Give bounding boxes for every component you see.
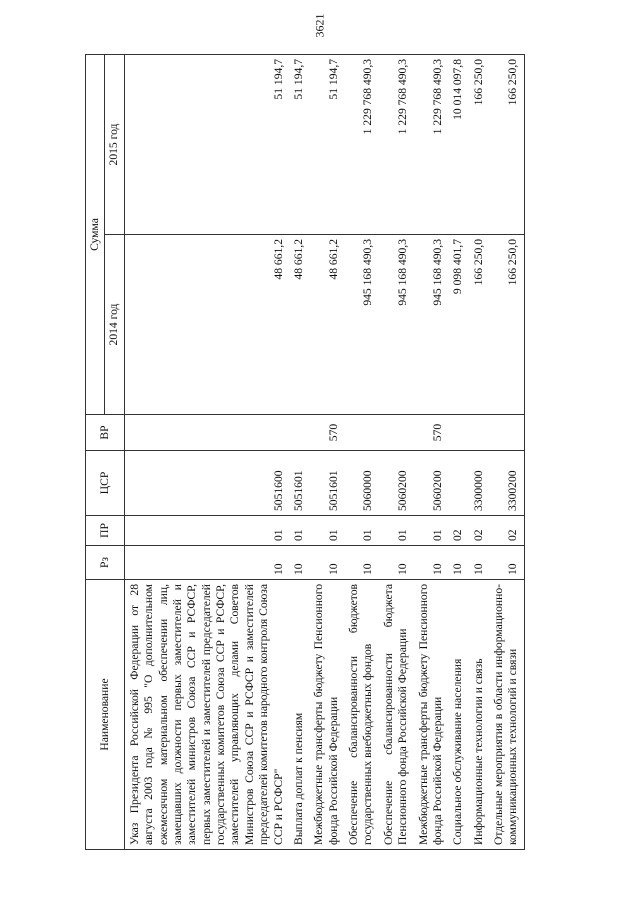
header-sum: Сумма bbox=[86, 54, 105, 414]
row-2015: 51 194,7 bbox=[124, 54, 289, 234]
budget-table bbox=[85, 54, 525, 850]
page-number: 3621 bbox=[312, 13, 327, 38]
row-vr bbox=[379, 415, 414, 451]
row-csr: 5051601 bbox=[289, 451, 309, 516]
row-name: Обеспечение сбалансированности бюджета Пенсионного фонда Российской Федерации bbox=[379, 580, 414, 850]
row-csr: 5051600 bbox=[124, 451, 289, 516]
header-row bbox=[86, 54, 105, 849]
table-row bbox=[289, 54, 309, 849]
row-2014: 9 098 401,7 bbox=[448, 235, 468, 415]
row-pr: 01 bbox=[124, 516, 289, 546]
row-name: Выплата доплат к пенсиям bbox=[289, 580, 309, 850]
row-vr bbox=[344, 415, 379, 451]
row-vr bbox=[469, 415, 489, 451]
table-row bbox=[379, 54, 414, 849]
row-csr: 5060200 bbox=[414, 451, 449, 516]
row-rz: 10 bbox=[414, 546, 449, 580]
header-name: Наименование bbox=[86, 580, 125, 850]
row-csr: 3300200 bbox=[489, 451, 524, 516]
header-rz: Рз bbox=[86, 546, 125, 580]
row-rz: 10 bbox=[124, 546, 289, 580]
row-vr bbox=[289, 415, 309, 451]
row-2015: 1 229 768 490,3 bbox=[344, 54, 379, 234]
row-pr: 01 bbox=[414, 516, 449, 546]
row-name: Социальное обслуживание населения bbox=[448, 580, 468, 850]
row-name: Обеспечение сбалансированности бюджетов государственных внебюджетных фондов bbox=[344, 580, 379, 850]
header-vr: ВР bbox=[86, 415, 125, 451]
row-rz: 10 bbox=[289, 546, 309, 580]
row-2015: 166 250,0 bbox=[489, 54, 524, 234]
table-row bbox=[414, 54, 449, 849]
row-pr: 02 bbox=[448, 516, 468, 546]
row-name: Межбюджетные трансферты бюджету Пенсионного фонда Российской Федерации bbox=[414, 580, 449, 850]
row-csr: 5060000 bbox=[344, 451, 379, 516]
row-rz: 10 bbox=[489, 546, 524, 580]
row-2014: 48 661,2 bbox=[124, 235, 289, 415]
table-row bbox=[469, 54, 489, 849]
table-row bbox=[344, 54, 379, 849]
row-csr: 5060200 bbox=[379, 451, 414, 516]
row-2014: 166 250,0 bbox=[489, 235, 524, 415]
header-2015: 2015 год bbox=[105, 54, 124, 234]
row-pr: 02 bbox=[489, 516, 524, 546]
row-rz: 10 bbox=[469, 546, 489, 580]
row-2014: 945 168 490,3 bbox=[379, 235, 414, 415]
row-pr: 02 bbox=[469, 516, 489, 546]
table-row bbox=[124, 54, 289, 849]
row-2015: 51 194,7 bbox=[289, 54, 309, 234]
row-vr bbox=[489, 415, 524, 451]
row-pr: 01 bbox=[379, 516, 414, 546]
row-2015: 1 229 768 490,3 bbox=[379, 54, 414, 234]
row-csr: 3300000 bbox=[469, 451, 489, 516]
row-csr: 5051601 bbox=[309, 451, 344, 516]
table-row bbox=[448, 54, 468, 849]
header-pr: ПР bbox=[86, 516, 125, 546]
table-row bbox=[489, 54, 524, 849]
row-rz: 10 bbox=[448, 546, 468, 580]
row-2014: 166 250,0 bbox=[469, 235, 489, 415]
header-csr: ЦСР bbox=[86, 451, 125, 516]
row-2015: 51 194,7 bbox=[309, 54, 344, 234]
row-vr: 570 bbox=[309, 415, 344, 451]
row-name: Межбюджетные трансферты бюджету Пенсионного фонда Российской Федерации bbox=[309, 580, 344, 850]
row-pr: 01 bbox=[344, 516, 379, 546]
row-name: Указ Президента Российской Федерации от 28 августа 2003 года № 995 "О дополнительном ежемесячном материальном обеспечении лиц, замещавших должности первых заместителей и заместителей министров Союза ССР и РСФСР, первых заместителей и заместителей председателей государственных комитетов Союза ССР и РСФСР, заместителей управляющих делами Советов Министров Союза ССР и РСФСР и заместителей председателей комитетов народного контроля Союза ССР и РСФСР" bbox=[124, 580, 289, 850]
table-row bbox=[309, 54, 344, 849]
row-2015: 166 250,0 bbox=[469, 54, 489, 234]
row-csr bbox=[448, 451, 468, 516]
row-name: Отдельные мероприятия в области информационно-коммуникационных технологий и связи bbox=[489, 580, 524, 850]
rotated-table-stage bbox=[85, 55, 555, 850]
header-2014: 2014 год bbox=[105, 235, 124, 415]
row-2014: 48 661,2 bbox=[309, 235, 344, 415]
row-vr bbox=[448, 415, 468, 451]
row-2015: 10 014 097,8 bbox=[448, 54, 468, 234]
row-2014: 48 661,2 bbox=[289, 235, 309, 415]
row-vr: 570 bbox=[414, 415, 449, 451]
row-vr bbox=[124, 415, 289, 451]
row-name: Информационные технологии и связь bbox=[469, 580, 489, 850]
row-rz: 10 bbox=[344, 546, 379, 580]
row-2015: 1 229 768 490,3 bbox=[414, 54, 449, 234]
row-rz: 10 bbox=[379, 546, 414, 580]
row-pr: 01 bbox=[309, 516, 344, 546]
row-rz: 10 bbox=[309, 546, 344, 580]
row-2014: 945 168 490,3 bbox=[414, 235, 449, 415]
row-pr: 01 bbox=[289, 516, 309, 546]
row-2014: 945 168 490,3 bbox=[344, 235, 379, 415]
